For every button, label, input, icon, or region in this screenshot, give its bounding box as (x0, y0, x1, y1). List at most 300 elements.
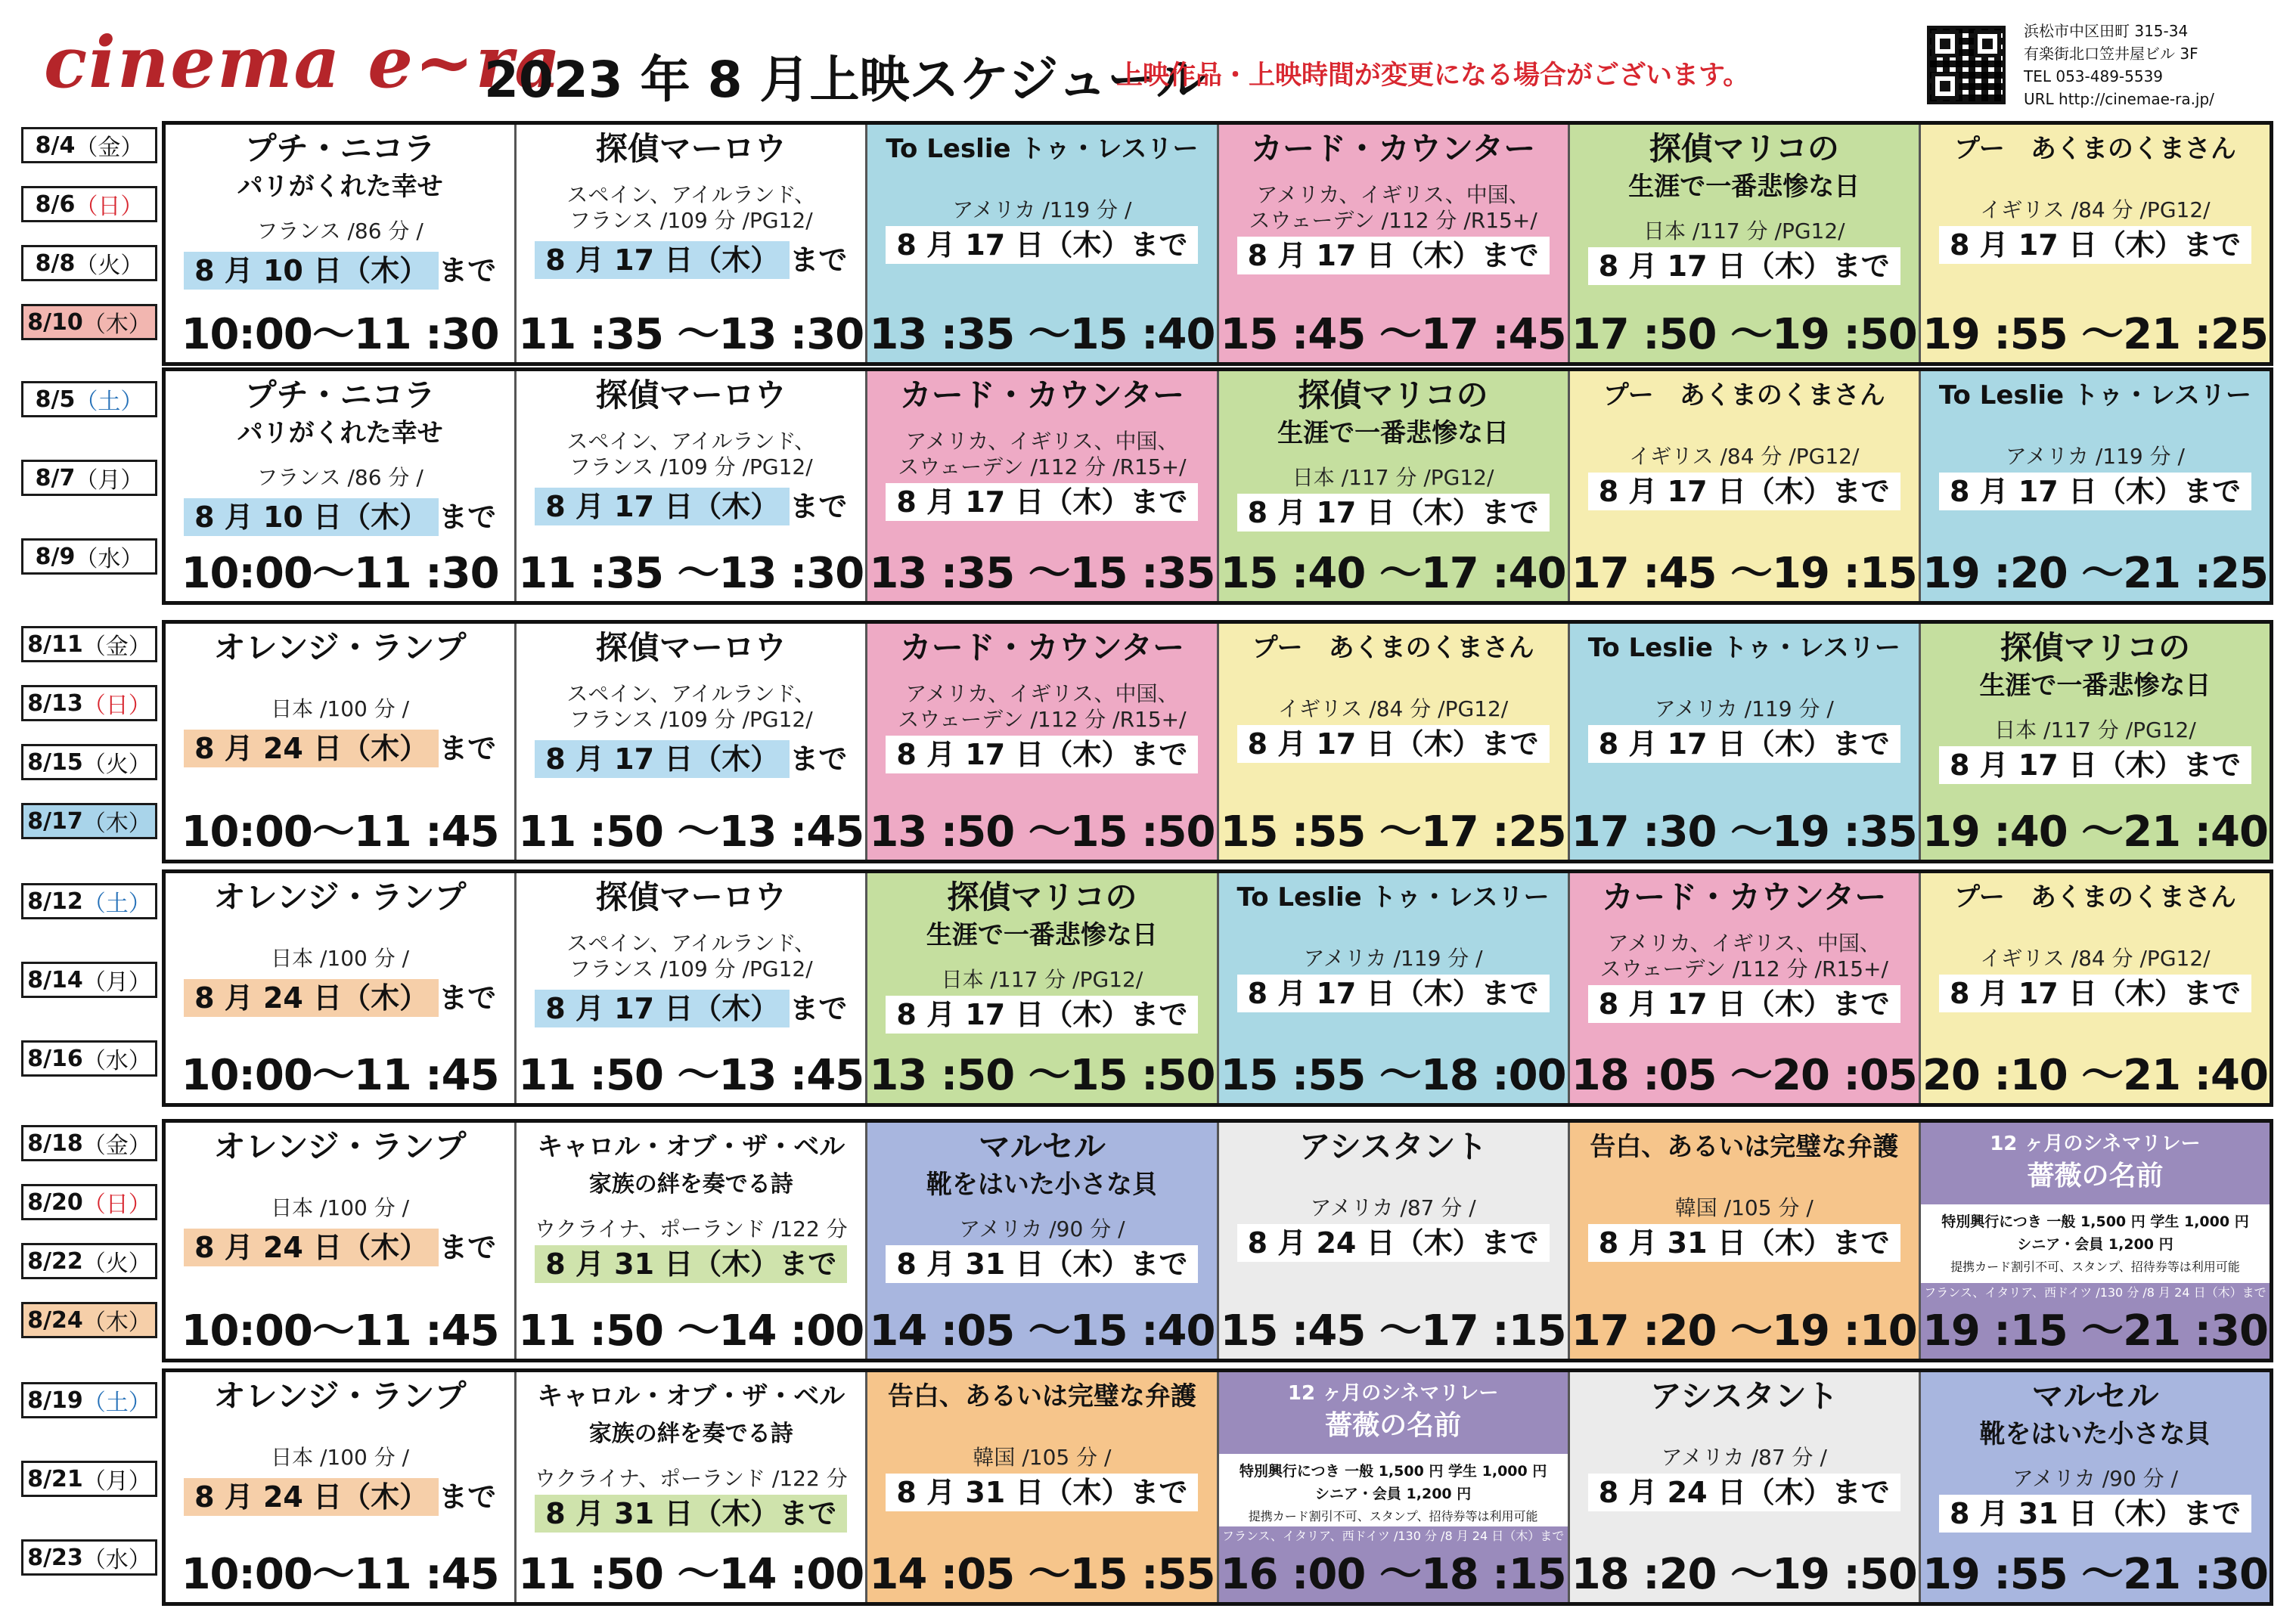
date-label (21, 626, 157, 662)
until-date: 8 月 17 日（木）まで (1939, 746, 2251, 784)
screening-until (1921, 226, 2270, 264)
film-cell[interactable] (517, 1372, 867, 1602)
date-label (21, 1243, 157, 1279)
weekday-text: （月） (82, 1468, 151, 1495)
schedule-block (21, 1368, 2273, 1606)
film-subtitle: 家族の絆を奏でる詩 (588, 1421, 793, 1447)
film-cell[interactable] (166, 624, 517, 860)
until-suffix: まで (790, 243, 848, 277)
until-suffix: まで (790, 742, 848, 776)
special-pricing (1921, 1210, 2270, 1278)
film-row (162, 121, 2273, 366)
film-title: オレンジ・ランプ (213, 1378, 467, 1415)
date-text: 8/24 (27, 1306, 83, 1334)
page-title: 2023 年 8 月上映スケジュール (484, 51, 1206, 109)
film-title: To Leslie トゥ・レスリー (886, 134, 1199, 164)
until-suffix: まで (439, 732, 497, 765)
until-date: 8 月 17 日（木）まで (1237, 494, 1550, 532)
special-pricing (1219, 1460, 1568, 1528)
schedule-block (21, 869, 2273, 1107)
date-label (21, 803, 157, 839)
screening-until (166, 494, 514, 536)
film-cell[interactable] (1570, 1372, 1921, 1602)
film-cell[interactable] (1570, 125, 1921, 362)
film-subtitle: パリがくれた幸せ (237, 418, 443, 448)
film-title: プチ・ニコラ (244, 130, 436, 167)
until-date: 8 月 17 日（木）まで (886, 483, 1198, 521)
showtime: 19 :15 〜21 :30 (1922, 1306, 2268, 1356)
film-info: 日本 /117 分 /PG12/ (1994, 717, 2196, 742)
weekday-text: （水） (75, 546, 144, 572)
special-series-label: 12 ヶ月のシネマリレー (1287, 1382, 1499, 1405)
film-info: アメリカ、イギリス、中国、 (1256, 182, 1530, 207)
film-cell[interactable] (1219, 624, 1570, 860)
until-suffix: まで (790, 490, 848, 523)
film-info: スペイン、アイルランド、 (566, 429, 816, 454)
weekday-text: （月） (75, 467, 144, 494)
date-column (21, 620, 157, 863)
showtime: 14 :05 〜15 :40 (869, 1306, 1215, 1356)
film-subtitle: 家族の絆を奏でる詩 (588, 1171, 793, 1198)
film-cell[interactable] (1219, 371, 1570, 601)
schedule-block (21, 1119, 2273, 1362)
address-line-1: 浜松市中区田町 315-34 (2024, 22, 2189, 40)
date-label (21, 304, 157, 340)
until-date: 8 月 17 日（木） (535, 488, 790, 525)
until-date: 8 月 31 日（木）まで (1588, 1224, 1900, 1262)
until-date: 8 月 17 日（木）まで (886, 996, 1198, 1034)
film-cell[interactable] (517, 624, 867, 860)
date-text: 8/19 (27, 1387, 83, 1414)
special-film-info: フランス、イタリア、西ドイツ /130 分 /8 月 24 日（木）まで (1921, 1283, 2270, 1303)
pricing-senior: シニア・会員 1,200 円 (1314, 1486, 1472, 1502)
theater-address (2024, 20, 2214, 110)
weekday-text: （日） (82, 1192, 151, 1218)
film-info: アメリカ /87 分 / (1661, 1445, 1827, 1470)
film-cell[interactable] (1219, 1123, 1570, 1359)
until-date: 8 月 31 日（木）まで (1939, 1495, 2251, 1533)
weekday-text: （金） (82, 1133, 151, 1159)
date-label (21, 245, 157, 281)
showtime: 10:00〜11 :45 (181, 1051, 499, 1100)
date-label (21, 685, 157, 721)
special-film-info: フランス、イタリア、西ドイツ /130 分 /8 月 24 日（木）まで (1219, 1526, 1568, 1546)
screening-until (1570, 725, 1919, 763)
showtime: 10:00〜11 :45 (181, 1306, 499, 1356)
screening-until (867, 996, 1216, 1034)
pricing-general: 特別興行につき 一般 1,500 円 学生 1,000 円 (1941, 1213, 2249, 1230)
film-info: イギリス /84 分 /PG12/ (1980, 197, 2211, 222)
until-date: 8 月 17 日（木）まで (1588, 247, 1900, 285)
film-cell[interactable] (166, 1372, 517, 1602)
screening-until (1219, 494, 1568, 532)
until-date: 8 月 17 日（木）まで (1588, 985, 1900, 1023)
screening-until (1219, 1224, 1568, 1262)
film-title: To Leslie トゥ・レスリー (1587, 633, 1900, 663)
weekday-text: （日） (82, 693, 151, 719)
screening-until (166, 1224, 514, 1266)
film-info: アメリカ /90 分 / (2012, 1466, 2179, 1491)
film-cell[interactable] (1921, 624, 2270, 860)
film-info: フランス /109 分 /PG12/ (569, 454, 813, 479)
screening-until (166, 247, 514, 290)
until-date: 8 月 17 日（木）まで (1939, 226, 2251, 264)
film-cell[interactable] (1921, 371, 2270, 601)
film-cell[interactable] (166, 125, 517, 362)
until-date: 8 月 17 日（木）まで (1237, 975, 1550, 1012)
date-column (21, 121, 157, 366)
date-label (21, 1040, 157, 1077)
showtime: 10:00〜11 :45 (181, 807, 499, 857)
film-subtitle: 靴をはいた小さな貝 (926, 1170, 1158, 1200)
until-date: 8 月 31 日（木）まで (886, 1245, 1198, 1283)
screening-until (1219, 237, 1568, 274)
showtime: 15 :45 〜17 :15 (1220, 1306, 1566, 1356)
until-date: 8 月 24 日（木）まで (1237, 1224, 1550, 1262)
film-title: 告白、あるいは完璧な弁護 (887, 1381, 1196, 1412)
showtime: 13 :50 〜15 :50 (869, 807, 1215, 857)
film-info: フランス /109 分 /PG12/ (569, 956, 813, 981)
film-info: アメリカ /119 分 / (952, 197, 1132, 222)
until-date: 8 月 17 日（木） (535, 740, 790, 778)
film-cell[interactable] (867, 125, 1218, 362)
film-title: To Leslie トゥ・レスリー (1236, 882, 1550, 913)
film-title: カード・カウンター (1250, 130, 1536, 167)
date-label (21, 962, 157, 998)
until-suffix: まで (439, 1480, 497, 1514)
film-info: アメリカ、イギリス、中国、 (905, 429, 1179, 454)
film-info: 日本 /100 分 / (271, 696, 410, 721)
pricing-note: 提携カード割引不可、スタンプ、招待券等は利用可能 (1950, 1260, 2240, 1274)
film-info: アメリカ /119 分 / (1303, 946, 1483, 971)
screening-until (1921, 975, 2270, 1012)
film-row (162, 1119, 2273, 1362)
film-title: プー あくまのくまさん (1953, 882, 2236, 913)
weekday-text: （水） (82, 1547, 151, 1573)
until-date: 8 月 17 日（木）まで (1588, 725, 1900, 763)
film-cell[interactable] (1570, 873, 1921, 1103)
showtime: 19 :20 〜21 :25 (1922, 549, 2268, 598)
showtime: 20 :10 〜21 :40 (1922, 1051, 2268, 1100)
screening-until (1219, 725, 1568, 763)
until-suffix: まで (439, 1231, 497, 1264)
film-cell[interactable] (867, 371, 1218, 601)
pricing-senior: シニア・会員 1,200 円 (2017, 1236, 2173, 1253)
film-cell[interactable] (1921, 125, 2270, 362)
film-cell[interactable] (517, 371, 867, 601)
showtime: 19 :55 〜21 :25 (1922, 310, 2268, 359)
pricing-note: 提携カード割引不可、スタンプ、招待券等は利用可能 (1248, 1509, 1538, 1523)
film-title: 探偵マリコの (1649, 130, 1839, 167)
date-column (21, 1368, 157, 1606)
screening-until (867, 1245, 1216, 1283)
weekday-text: （木） (82, 1309, 151, 1336)
weekday-text: （水） (82, 1048, 151, 1074)
date-text: 8/14 (27, 966, 83, 993)
schedule-block (21, 121, 2273, 366)
film-cell[interactable] (166, 371, 517, 601)
weekday-text: （土） (82, 891, 151, 917)
film-title: アシスタント (1298, 1128, 1488, 1165)
date-label (21, 127, 157, 163)
until-date: 8 月 10 日（木） (184, 498, 439, 536)
film-info: 日本 /100 分 / (271, 1445, 410, 1470)
weekday-text: （土） (82, 1390, 151, 1416)
special-program-header (1219, 1372, 1568, 1454)
film-title: To Leslie トゥ・レスリー (1938, 380, 2252, 411)
showtime: 19 :55 〜21 :30 (1922, 1550, 2268, 1599)
film-cell[interactable] (1219, 1372, 1570, 1602)
screening-until (867, 226, 1216, 264)
date-label (21, 1302, 157, 1338)
film-info: スウェーデン /112 分 /R15+/ (1599, 956, 1888, 981)
film-cell[interactable] (867, 1372, 1218, 1602)
date-column (21, 869, 157, 1107)
until-date: 8 月 24 日（木） (184, 979, 439, 1017)
until-date: 8 月 31 日（木）まで (886, 1474, 1198, 1511)
qr-code-icon[interactable] (1927, 26, 2006, 104)
date-text: 8/23 (27, 1544, 83, 1571)
until-date: 8 月 17 日（木）まで (886, 226, 1198, 264)
screening-until (166, 725, 514, 767)
film-title: 告白、あるいは完璧な弁護 (1590, 1132, 1899, 1162)
screening-until (1570, 473, 1919, 510)
showtime: 15 :45 〜17 :45 (1220, 310, 1566, 359)
film-cell[interactable] (1921, 1123, 2270, 1359)
date-text: 8/16 (27, 1045, 83, 1072)
film-title: 探偵マーロウ (595, 130, 787, 167)
screening-until (1570, 1224, 1919, 1262)
weekday-text: （日） (75, 194, 144, 220)
until-date: 8 月 24 日（木）まで (1588, 1474, 1900, 1511)
schedule-block (21, 367, 2273, 605)
showtime: 18 :20 〜19 :50 (1571, 1550, 1917, 1599)
film-subtitle: 生涯で一番悲惨な日 (1628, 172, 1860, 202)
until-date: 8 月 31 日（木）まで (535, 1245, 847, 1283)
film-info: アメリカ /90 分 / (959, 1216, 1125, 1241)
until-date: 8 月 24 日（木） (184, 730, 439, 767)
film-cell[interactable] (867, 873, 1218, 1103)
film-cell[interactable] (1219, 873, 1570, 1103)
weekday-text: （木） (82, 810, 151, 837)
film-title: 探偵マリコの (1298, 377, 1488, 414)
date-text: 8/11 (27, 631, 83, 658)
screening-until (517, 736, 865, 778)
film-row (162, 367, 2273, 605)
date-column (21, 367, 157, 605)
film-cell[interactable] (517, 1123, 867, 1359)
screening-until (517, 1245, 865, 1283)
date-label (21, 883, 157, 919)
screening-until (517, 237, 865, 279)
film-info: ウクライナ、ポーランド /122 分 (534, 1466, 848, 1491)
date-text: 8/9 (35, 543, 76, 570)
film-title: キャロル・オブ・ザ・ベル (537, 1381, 845, 1412)
film-title: オレンジ・ランプ (213, 629, 467, 666)
until-date: 8 月 24 日（木） (184, 1478, 439, 1516)
film-cell[interactable] (166, 873, 517, 1103)
weekday-text: （月） (82, 969, 151, 996)
date-label (21, 1461, 157, 1497)
film-title: カード・カウンター (899, 629, 1185, 666)
film-info: 韓国 /105 分 / (973, 1445, 1112, 1470)
date-label (21, 1382, 157, 1418)
until-date: 8 月 17 日（木）まで (886, 736, 1198, 773)
weekday-text: （金） (75, 135, 144, 161)
film-cell[interactable] (1921, 1372, 2270, 1602)
film-title: 探偵マーロウ (595, 879, 787, 916)
film-cell[interactable] (517, 873, 867, 1103)
film-info: イギリス /84 分 /PG12/ (1277, 696, 1509, 721)
film-cell[interactable] (867, 624, 1218, 860)
until-date: 8 月 10 日（木） (184, 252, 439, 290)
film-title: カード・カウンター (899, 377, 1185, 414)
film-info: 日本 /100 分 / (271, 1195, 410, 1220)
date-text: 8/4 (35, 132, 76, 159)
film-row (162, 869, 2273, 1107)
screening-until (1570, 985, 1919, 1023)
screening-until (517, 1495, 865, 1533)
film-title: 探偵マーロウ (595, 377, 787, 414)
until-date: 8 月 31 日（木）まで (535, 1495, 847, 1533)
address-url[interactable]: URL http://cinemae-ra.jp/ (2024, 90, 2214, 108)
film-title: プチ・ニコラ (244, 377, 436, 414)
film-info: 日本 /100 分 / (271, 946, 410, 971)
until-date: 8 月 24 日（木） (184, 1229, 439, 1266)
date-text: 8/10 (27, 308, 83, 336)
film-title: 探偵マリコの (947, 879, 1137, 916)
film-title: キャロル・オブ・ザ・ベル (537, 1132, 845, 1162)
film-row (162, 620, 2273, 863)
screening-until (1570, 247, 1919, 285)
weekday-text: （火） (82, 1251, 151, 1277)
film-info: 日本 /117 分 /PG12/ (941, 967, 1143, 992)
showtime: 17 :30 〜19 :35 (1571, 807, 1917, 857)
film-info: スウェーデン /112 分 /R15+/ (898, 454, 1187, 479)
film-info: 日本 /117 分 /PG12/ (1292, 465, 1494, 490)
film-subtitle: 靴をはいた小さな貝 (1979, 1419, 2211, 1449)
showtime: 11 :35 〜13 :30 (518, 549, 864, 598)
showtime: 19 :40 〜21 :40 (1922, 807, 2268, 857)
film-info: スペイン、アイルランド、 (566, 681, 816, 706)
date-label (21, 460, 157, 496)
weekday-text: （金） (82, 634, 151, 660)
schedule-block (21, 620, 2273, 863)
date-text: 8/6 (35, 191, 76, 218)
date-text: 8/20 (27, 1189, 83, 1216)
film-info: アメリカ、イギリス、中国、 (905, 681, 1179, 706)
showtime: 15 :40 〜17 :40 (1220, 549, 1566, 598)
film-title: プー あくまのくまさん (1252, 633, 1534, 663)
film-cell[interactable] (1921, 873, 2270, 1103)
film-title: アシスタント (1649, 1378, 1838, 1415)
showtime: 13 :50 〜15 :50 (869, 1051, 1215, 1100)
film-cell[interactable] (1219, 125, 1570, 362)
address-phone: TEL 053-489-5539 (2024, 67, 2164, 85)
film-title: マルセル (978, 1128, 1106, 1165)
pricing-general: 特別興行につき 一般 1,500 円 学生 1,000 円 (1239, 1463, 1547, 1480)
showtime: 11 :35 〜13 :30 (518, 310, 864, 359)
film-title: プー あくまのくまさん (1603, 380, 1885, 411)
film-cell[interactable] (1570, 371, 1921, 601)
film-info: フランス /109 分 /PG12/ (569, 208, 813, 233)
screening-until (1921, 473, 2270, 510)
film-title: 探偵マーロウ (595, 629, 787, 666)
screening-until (1570, 1474, 1919, 1511)
film-info: フランス /109 分 /PG12/ (569, 707, 813, 732)
date-text: 8/5 (35, 386, 76, 413)
film-cell[interactable] (1570, 1123, 1921, 1359)
screening-until (166, 975, 514, 1017)
until-date: 8 月 17 日（木）まで (1939, 473, 2251, 510)
film-title: プー あくまのくまさん (1953, 134, 2236, 164)
showtime: 18 :05 〜20 :05 (1571, 1051, 1917, 1100)
until-date: 8 月 17 日（木）まで (1939, 975, 2251, 1012)
film-info: アメリカ /119 分 / (1654, 696, 1834, 721)
screening-until (166, 1474, 514, 1516)
film-info: フランス /86 分 / (256, 465, 424, 490)
film-title: 探偵マリコの (2000, 629, 2191, 666)
date-text: 8/8 (35, 249, 76, 277)
date-text: 8/18 (27, 1130, 83, 1157)
until-date: 8 月 17 日（木）まで (1588, 473, 1900, 510)
film-title: マルセル (2031, 1378, 2159, 1415)
special-series-label: 12 ヶ月のシネマリレー (1990, 1133, 2201, 1155)
showtime: 15 :55 〜18 :00 (1220, 1051, 1566, 1100)
showtime: 10:00〜11 :30 (181, 549, 499, 598)
date-text: 8/22 (27, 1247, 83, 1275)
screening-until (867, 483, 1216, 521)
date-text: 8/13 (27, 690, 83, 717)
date-label (21, 1539, 157, 1576)
date-column (21, 1119, 157, 1362)
film-info: スウェーデン /112 分 /R15+/ (898, 707, 1187, 732)
film-info: スウェーデン /112 分 /R15+/ (1249, 208, 1537, 233)
weekday-text: （火） (82, 752, 151, 778)
showtime: 17 :50 〜19 :50 (1571, 310, 1917, 359)
film-cell[interactable] (1570, 624, 1921, 860)
showtime: 11 :50 〜14 :00 (518, 1550, 864, 1599)
showtime: 11 :50 〜13 :45 (518, 1051, 864, 1100)
film-cell[interactable] (867, 1123, 1218, 1359)
film-title: 薔薇の名前 (2027, 1161, 2164, 1192)
date-text: 8/21 (27, 1465, 83, 1492)
showtime: 14 :05 〜15 :55 (869, 1550, 1215, 1599)
until-suffix: まで (439, 501, 497, 534)
until-date: 8 月 17 日（木）まで (1237, 237, 1550, 274)
weekday-text: （土） (75, 389, 144, 415)
film-cell[interactable] (517, 125, 867, 362)
date-text: 8/15 (27, 748, 83, 776)
film-info: アメリカ /87 分 / (1310, 1195, 1476, 1220)
screening-until (1219, 975, 1568, 1012)
cinema-logo: cinema e~ra (44, 21, 563, 104)
until-date: 8 月 17 日（木） (535, 241, 790, 279)
film-title: カード・カウンター (1602, 879, 1887, 916)
date-label (21, 538, 157, 575)
date-label (21, 1125, 157, 1161)
film-subtitle: パリがくれた幸せ (237, 172, 443, 202)
date-text: 8/7 (35, 464, 76, 491)
film-cell[interactable] (166, 1123, 517, 1359)
screening-until (1921, 1495, 2270, 1533)
date-text: 8/12 (27, 888, 83, 915)
film-info: 韓国 /105 分 / (1674, 1195, 1814, 1220)
film-info: 日本 /117 分 /PG12/ (1643, 218, 1845, 243)
film-row (162, 1368, 2273, 1606)
screening-until (1921, 746, 2270, 784)
film-subtitle: 生涯で一番悲惨な日 (1979, 671, 2211, 701)
